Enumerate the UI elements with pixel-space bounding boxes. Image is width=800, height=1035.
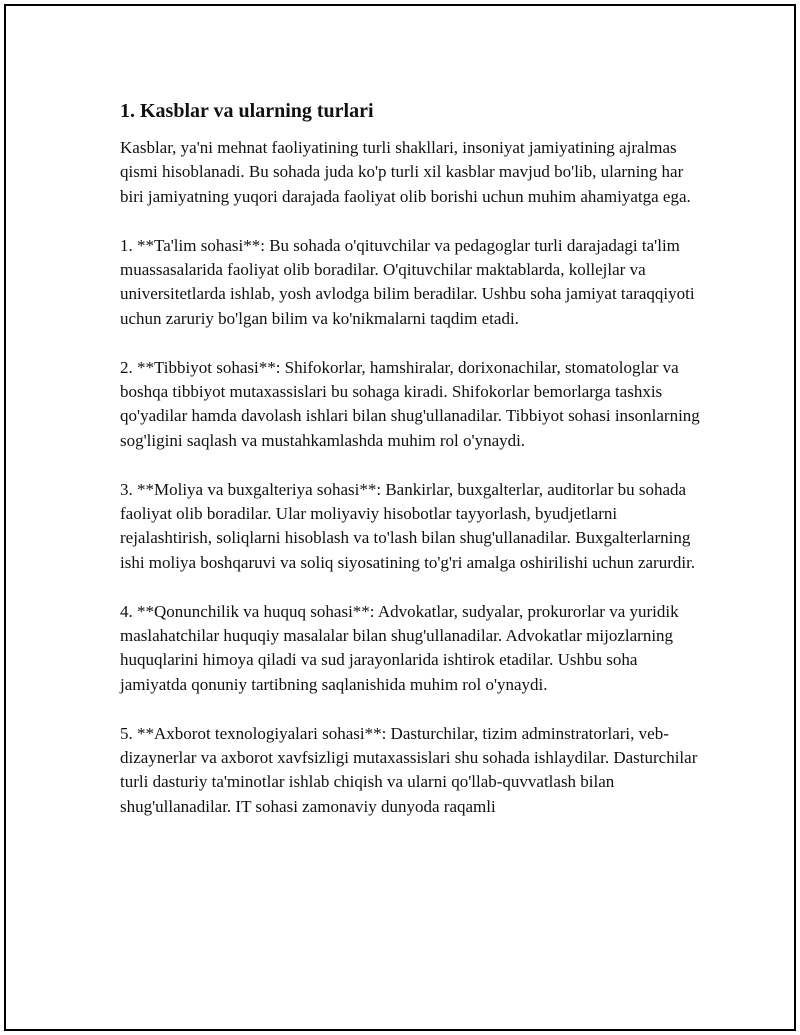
document-body — [120, 98, 700, 844]
paragraph-it: 5. **Axborot texnologiyalari sohasi**: Dasturchilar, tizim adminstratorlari, veb-dizaynerlar va axborot xavfsizligi mutaxassislari shu sohada ishlaydilar. Dasturchilar turli dasturiy ta'minotlar ishlab chiqish va ularni qo'llab-quvvatlash bilan shug'ullanadilar. IT sohasi zamonaviy dunyoda raqamli — [120, 723, 698, 816]
intro-paragraph: Kasblar, ya'ni mehnat faoliyatining turli shakllari, insoniyat jamiyatining ajralmas qismi hisoblanadi. Bu sohada juda ko'p turli xil kasblar mavjud bo'lib, ularning har biri jamiyatning yuqori darajada faoliyat olib borishi uchun muhim ahamiyatga ega. — [120, 138, 691, 206]
paragraph-education: 1. **Ta'lim sohasi**: Bu sohada o'qituvchilar va pedagoglar turli darajadagi ta'lim muassasalarida faoliyat olib boradilar. O'qituvchilar maktablarda, kollejlar va universitetlarda ishlab, yosh avlodga bilim beradilar. Ushbu soha jamiyat taraqqiyoti uchun zaruriy bo'lgan bilim va ko'nikmalarni taqdim etadi. — [120, 235, 695, 328]
paragraph-finance: 3. **Moliya va buxgalteriya sohasi**: Bankirlar, buxgalterlar, auditorlar bu sohada faoliyat olib boradilar. Ular moliyaviy hisobotlar tayyorlash, byudjetlarni rejalashtirish, soliqlarni hisoblash va to'lash bilan shug'ullanadilar. Buxgalterlarning ishi moliya boshqaruvi va soliq siyosatining to'g'ri amalga oshirilishi uchun zarurdir. — [120, 479, 696, 572]
document-title: 1. Kasblar va ularning turlari — [120, 100, 374, 122]
paragraph-law: 4. **Qonunchilik va huquq sohasi**: Advokatlar, sudyalar, prokurorlar va yuridik maslahatchilar huquqiy masalalar bilan shug'ullanadilar. Advokatlar mijozlarning huquqlarini himoya qiladi va sud jarayonlarida ishtirok etadilar. Ushbu soha jamiyatda qonuniy tartibning saqlanishida muhim rol o'ynaydi. — [120, 601, 679, 694]
paragraph-medicine: 2. **Tibbiyot sohasi**: Shifokorlar, hamshiralar, dorixonachilar, stomatologlar va boshqa tibbiyot mutaxassislari bu sohaga kiradi. Shifokorlar bemorlarga tashxis qo'yadilar hamda davolash ishlari bilan shug'ullanadilar. Tibbiyot sohasi insonlarning sog'ligini saqlash va mustahkamlashda muhim rol o'ynaydi. — [120, 357, 700, 450]
page-frame — [4, 4, 796, 1031]
